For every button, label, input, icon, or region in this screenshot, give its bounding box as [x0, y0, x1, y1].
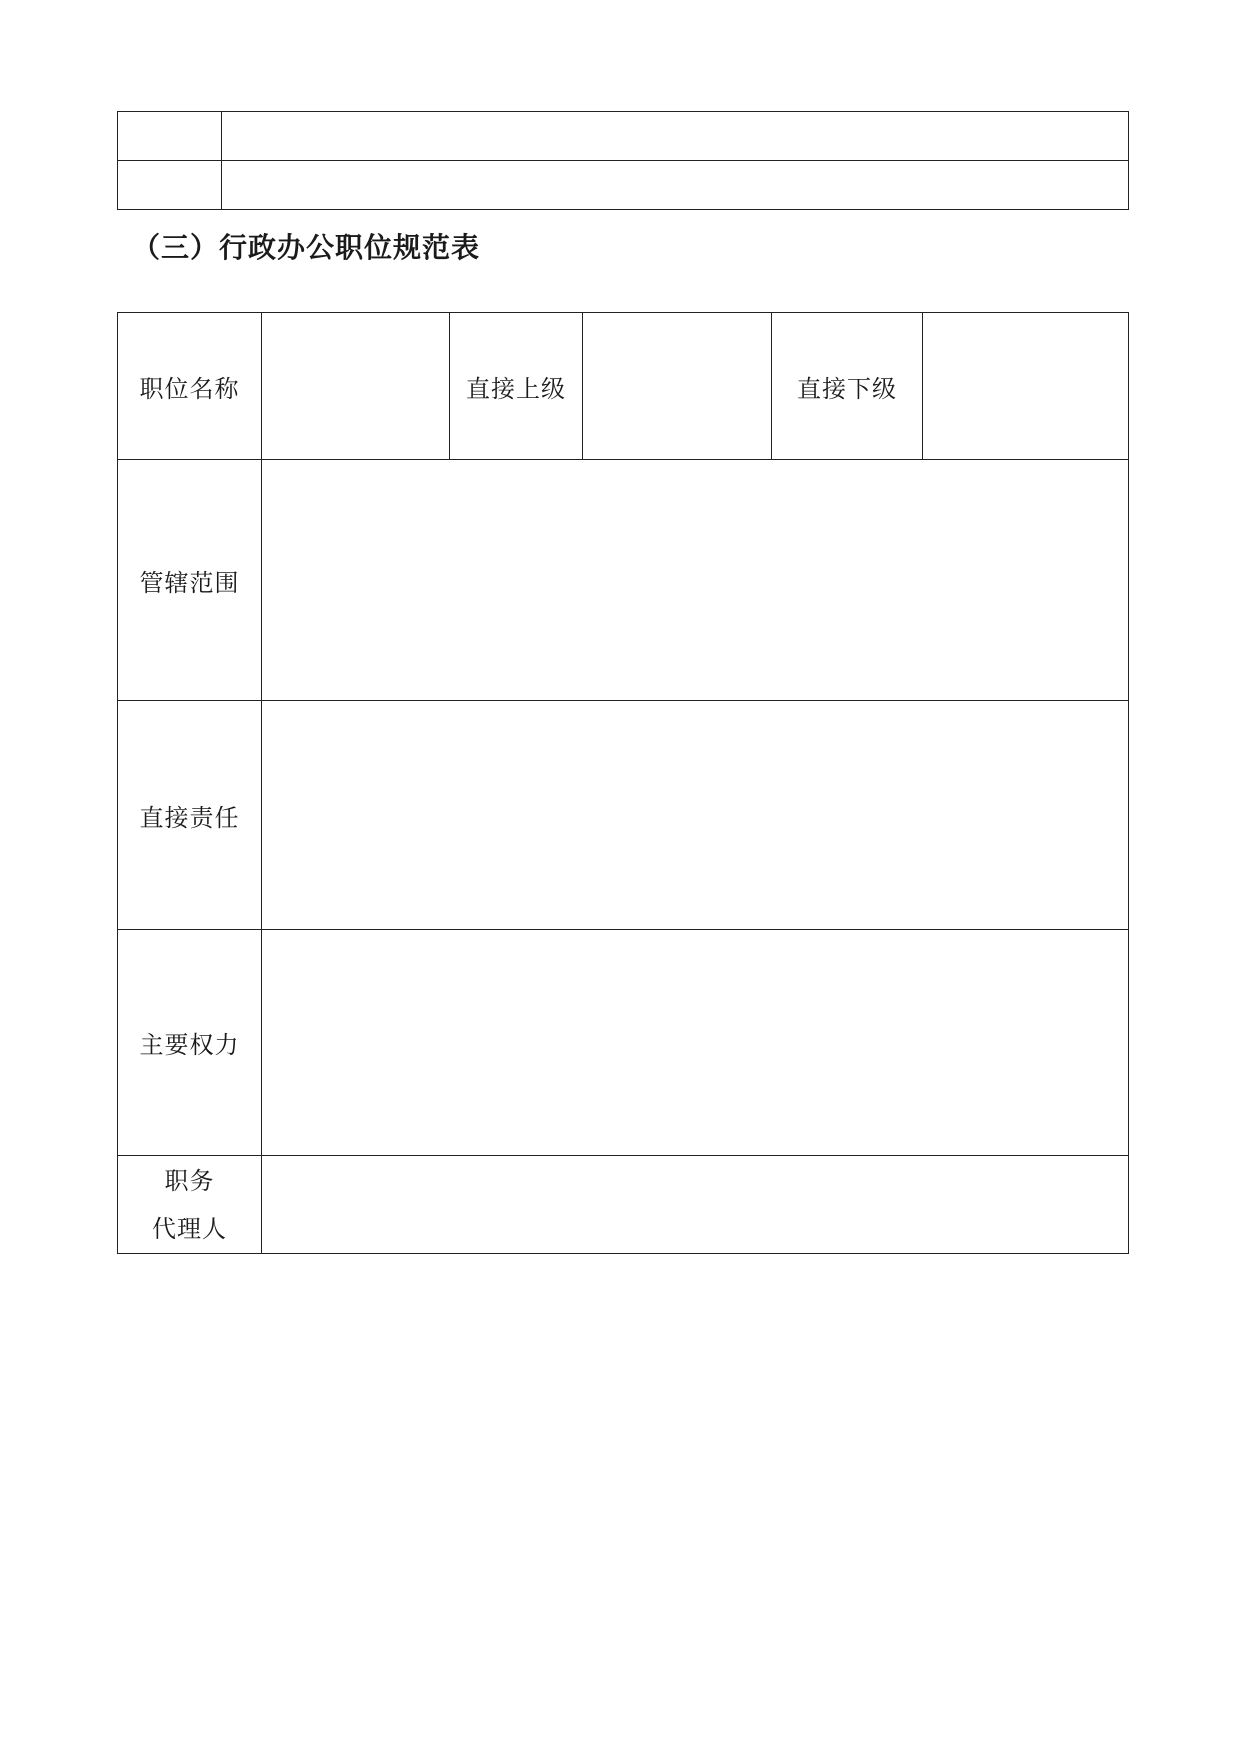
table-row — [118, 313, 1129, 460]
direct-responsibility-label: 直接责任 — [118, 701, 262, 930]
empty-value-cell — [222, 112, 1129, 161]
empty-label-cell — [118, 161, 222, 210]
position-name-label: 职位名称 — [118, 313, 262, 460]
direct-subordinate-value — [923, 313, 1129, 460]
table-row — [118, 161, 1129, 210]
deputy-label — [118, 1156, 262, 1254]
previous-table-fragment — [117, 111, 1129, 210]
deputy-label-line2: 代理人 — [152, 1214, 227, 1243]
table-row — [118, 112, 1129, 161]
direct-superior-value — [583, 313, 772, 460]
direct-responsibility-value — [262, 701, 1129, 930]
table-row — [118, 460, 1129, 701]
table-row — [118, 930, 1129, 1156]
jurisdiction-label: 管辖范围 — [118, 460, 262, 701]
empty-value-cell — [222, 161, 1129, 210]
jurisdiction-value — [262, 460, 1129, 701]
deputy-label-line1: 职务 — [164, 1166, 215, 1195]
position-name-value — [262, 313, 450, 460]
position-spec-table — [117, 312, 1129, 1254]
empty-label-cell — [118, 112, 222, 161]
section-title: （三）行政办公职位规范表 — [132, 231, 481, 264]
main-authority-label: 主要权力 — [118, 930, 262, 1156]
table-row — [118, 1156, 1129, 1254]
deputy-value — [262, 1156, 1129, 1254]
direct-subordinate-label: 直接下级 — [772, 313, 923, 460]
direct-superior-label: 直接上级 — [450, 313, 583, 460]
main-authority-value — [262, 930, 1129, 1156]
table-row — [118, 701, 1129, 930]
